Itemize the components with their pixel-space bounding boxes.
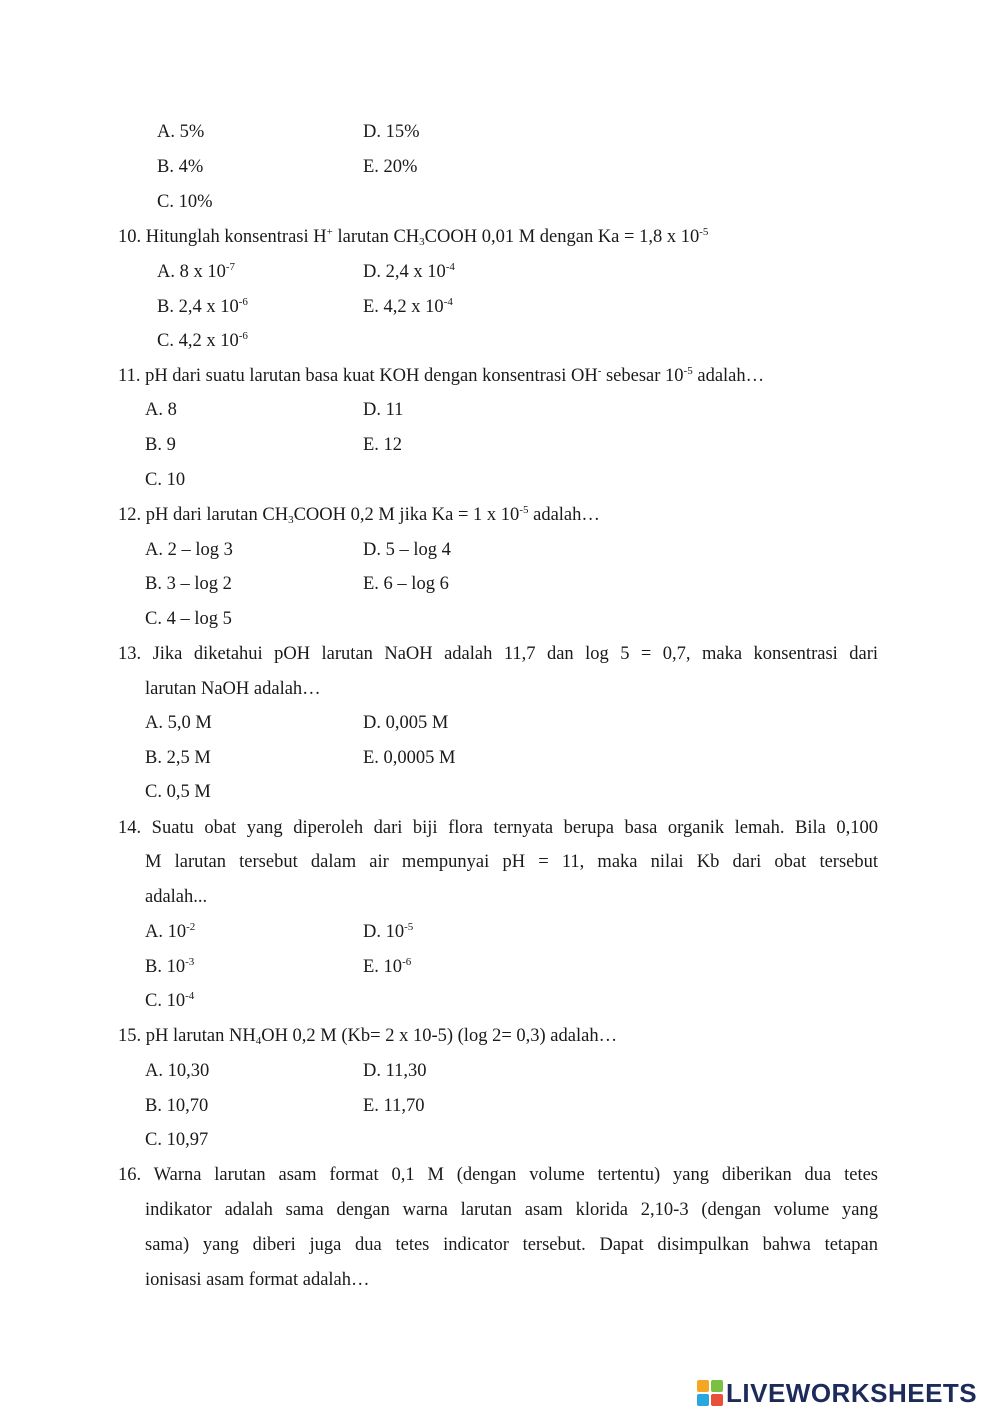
q13-option-e[interactable]: E. 0,0005 M (363, 748, 456, 768)
q14-option-e[interactable]: E. $10^{-6}$ (363, 956, 412, 977)
q16-stem-line-4: ionisasi asam format adalah… (145, 1270, 370, 1290)
q14-option-a[interactable]: A. $10^{-2}$ (145, 921, 196, 942)
q12-option-b[interactable]: B. 3 – log 2 (145, 574, 232, 594)
q12-option-d[interactable]: D. 5 – log 4 (363, 540, 451, 560)
logo-tile (697, 1394, 709, 1406)
q13-stem-line-2: larutan NaOH adalah… (145, 679, 321, 699)
q11-option-c[interactable]: C. 10 (145, 470, 186, 490)
q14-option-c[interactable]: C. $10^{-4}$ (145, 990, 195, 1011)
q12-option-e[interactable]: E. 6 – log 6 (363, 574, 449, 594)
q10-option-a[interactable]: A. 8 x $10^{-7}$ (157, 261, 236, 282)
q13-option-d[interactable]: D. 0,005 M (363, 713, 449, 733)
q16-stem-line-3: sama) yang diberi juga dua tetes indicator tersebut. Dapat disimpulkan bahwa tetapan (145, 1235, 878, 1255)
logo-tile (711, 1394, 723, 1406)
q11-option-d[interactable]: D. 11 (363, 400, 404, 420)
q10-option-d[interactable]: D. 2,4 x $10^{-4}$ (363, 261, 455, 282)
q14-option-d[interactable]: D. $10^{-5}$ (363, 921, 414, 942)
q13-option-c[interactable]: C. 0,5 M (145, 782, 211, 802)
q10-option-b[interactable]: B. 2,4 x $10^{-6}$ (157, 296, 248, 317)
q11-option-b[interactable]: B. 9 (145, 435, 176, 455)
q16-stem-line-2: indikator adalah sama dengan warna larutan asam klorida 2,10-3 (dengan volume yang (145, 1200, 878, 1220)
logo-tile (711, 1380, 723, 1392)
q9-option-e[interactable]: E. 20% (363, 157, 418, 177)
q11-option-a[interactable]: A. 8 (145, 400, 177, 420)
q15-stem: 15. pH larutan $NH_4OH$ 0,2 M (Kb= 2 x 10-5) (log 2= 0,3) adalah… (118, 1026, 618, 1047)
liveworksheets-logo-icon (697, 1380, 723, 1406)
q16-stem-line-1: 16. Warna larutan asam format 0,1 M (dengan volume tertentu) yang diberikan dua tetes (118, 1165, 878, 1185)
q13-stem-line-1: 13. Jika diketahui pOH larutan NaOH adalah 11,7 dan log 5 = 0,7, maka konsentrasi dari (118, 644, 878, 664)
q11-option-e[interactable]: E. 12 (363, 435, 403, 455)
q9-option-d[interactable]: D. 15% (363, 122, 420, 142)
q12-option-a[interactable]: A. 2 – log 3 (145, 540, 233, 560)
q15-option-c[interactable]: C. 10,97 (145, 1130, 209, 1150)
q12-option-c[interactable]: C. 4 – log 5 (145, 609, 232, 629)
q14-stem-line-1: 14. Suatu obat yang diperoleh dari biji flora ternyata berupa basa organik lemah. Bila 0,100 (118, 818, 878, 838)
q11-stem: 11. pH dari suatu larutan basa kuat KOH dengan konsentrasi OH- sebesar $10^{-5}$ adalah… (118, 365, 765, 386)
q15-option-b[interactable]: B. 10,70 (145, 1096, 209, 1116)
liveworksheets-logo[interactable] (697, 1378, 977, 1408)
q9-option-c[interactable]: C. 10% (157, 192, 213, 212)
q12-stem: 12. pH dari larutan $CH_3COOH$ 0,2 M jika Ka = 1 x $10^{-5}$ adalah… (118, 504, 600, 526)
q15-option-e[interactable]: E. 11,70 (363, 1096, 425, 1116)
logo-tile (697, 1380, 709, 1392)
q13-option-a[interactable]: A. 5,0 M (145, 713, 212, 733)
q13-option-b[interactable]: B. 2,5 M (145, 748, 211, 768)
q14-stem-line-2: M larutan tersebut dalam air mempunyai pH = 11, maka nilai Kb dari obat tersebut (145, 852, 878, 872)
q10-stem: 10. Hitunglah konsentrasi H+ larutan $CH_3COOH$ 0,01 M dengan Ka = 1,8 x $10^{-5}$ (118, 226, 709, 248)
q15-option-d[interactable]: D. 11,30 (363, 1061, 427, 1081)
q10-option-e[interactable]: E. 4,2 x $10^{-4}$ (363, 296, 453, 317)
q10-option-c[interactable]: C. 4,2 x $10^{-6}$ (157, 330, 248, 351)
q9-option-a[interactable]: A. 5% (157, 122, 205, 142)
logo-text: LIVEWORKSHEETS (726, 1377, 978, 1408)
q9-option-b[interactable]: B. 4% (157, 157, 204, 177)
q14-option-b[interactable]: B. $10^{-3}$ (145, 956, 195, 977)
q15-option-a[interactable]: A. 10,30 (145, 1061, 210, 1081)
q14-stem-line-3: adalah... (145, 887, 208, 907)
